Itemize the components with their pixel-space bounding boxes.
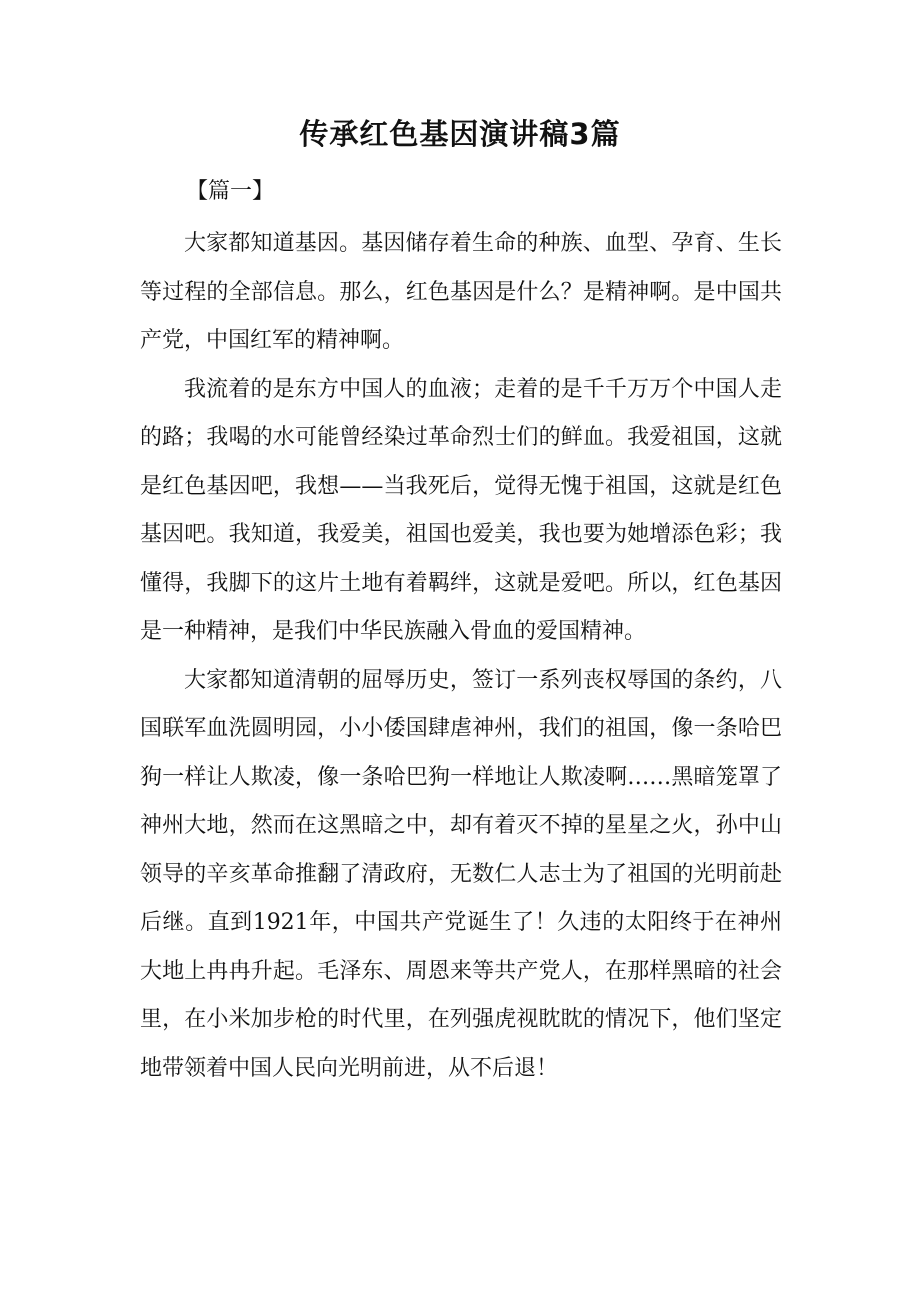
paragraph: 大家都知道基因。基因储存着生命的种族、血型、孕育、生长等过程的全部信息。那么，红色基因是什么？是精神啊。是中国共产党，中国红军的精神啊。 — [140, 231, 782, 353]
document-body — [140, 220, 782, 1093]
paragraph: 我流着的是东方中国人的血液；走着的是千千万万个中国人走的路；我喝的水可能曾经染过革命烈士们的鲜血。我爱祖国，这就是红色基因吧，我想——当我死后，觉得无愧于祖国，这就是红色基因吧。我知道，我爱美，祖国也爱美，我也要为她增添色彩；我懂得，我脚下的这片土地有着羁绊，这就是爱吧。所以，红色基因是一种精神，是我们中华民族融入骨血的爱国精神。 — [140, 376, 782, 644]
document-title: 传承红色基因演讲稿3篇 — [299, 117, 621, 151]
section-label: 【篇一】 — [186, 179, 275, 204]
paragraph: 大家都知道清朝的屈辱历史，签订一系列丧权辱国的条约，八国联军血洗圆明园，小小倭国肆虐神州，我们的祖国，像一条哈巴狗一样让人欺凌，像一条哈巴狗一样地让人欺凌啊……黑暗笼罩了神州大地，然而在这黑暗之中，却有着灭不掉的星星之火，孙中山领导的辛亥革命推翻了清政府，无数仁人志士为了祖国的光明前赴后继。直到1921年，中国共产党诞生了！久违的太阳终于在神州大地上冉冉升起。毛泽东、周恩来等共产党人，在那样黑暗的社会里，在小米加步枪的时代里，在列强虎视眈眈的情况下，他们坚定地带领着中国人民向光明前进，从不后退！ — [140, 667, 782, 1081]
